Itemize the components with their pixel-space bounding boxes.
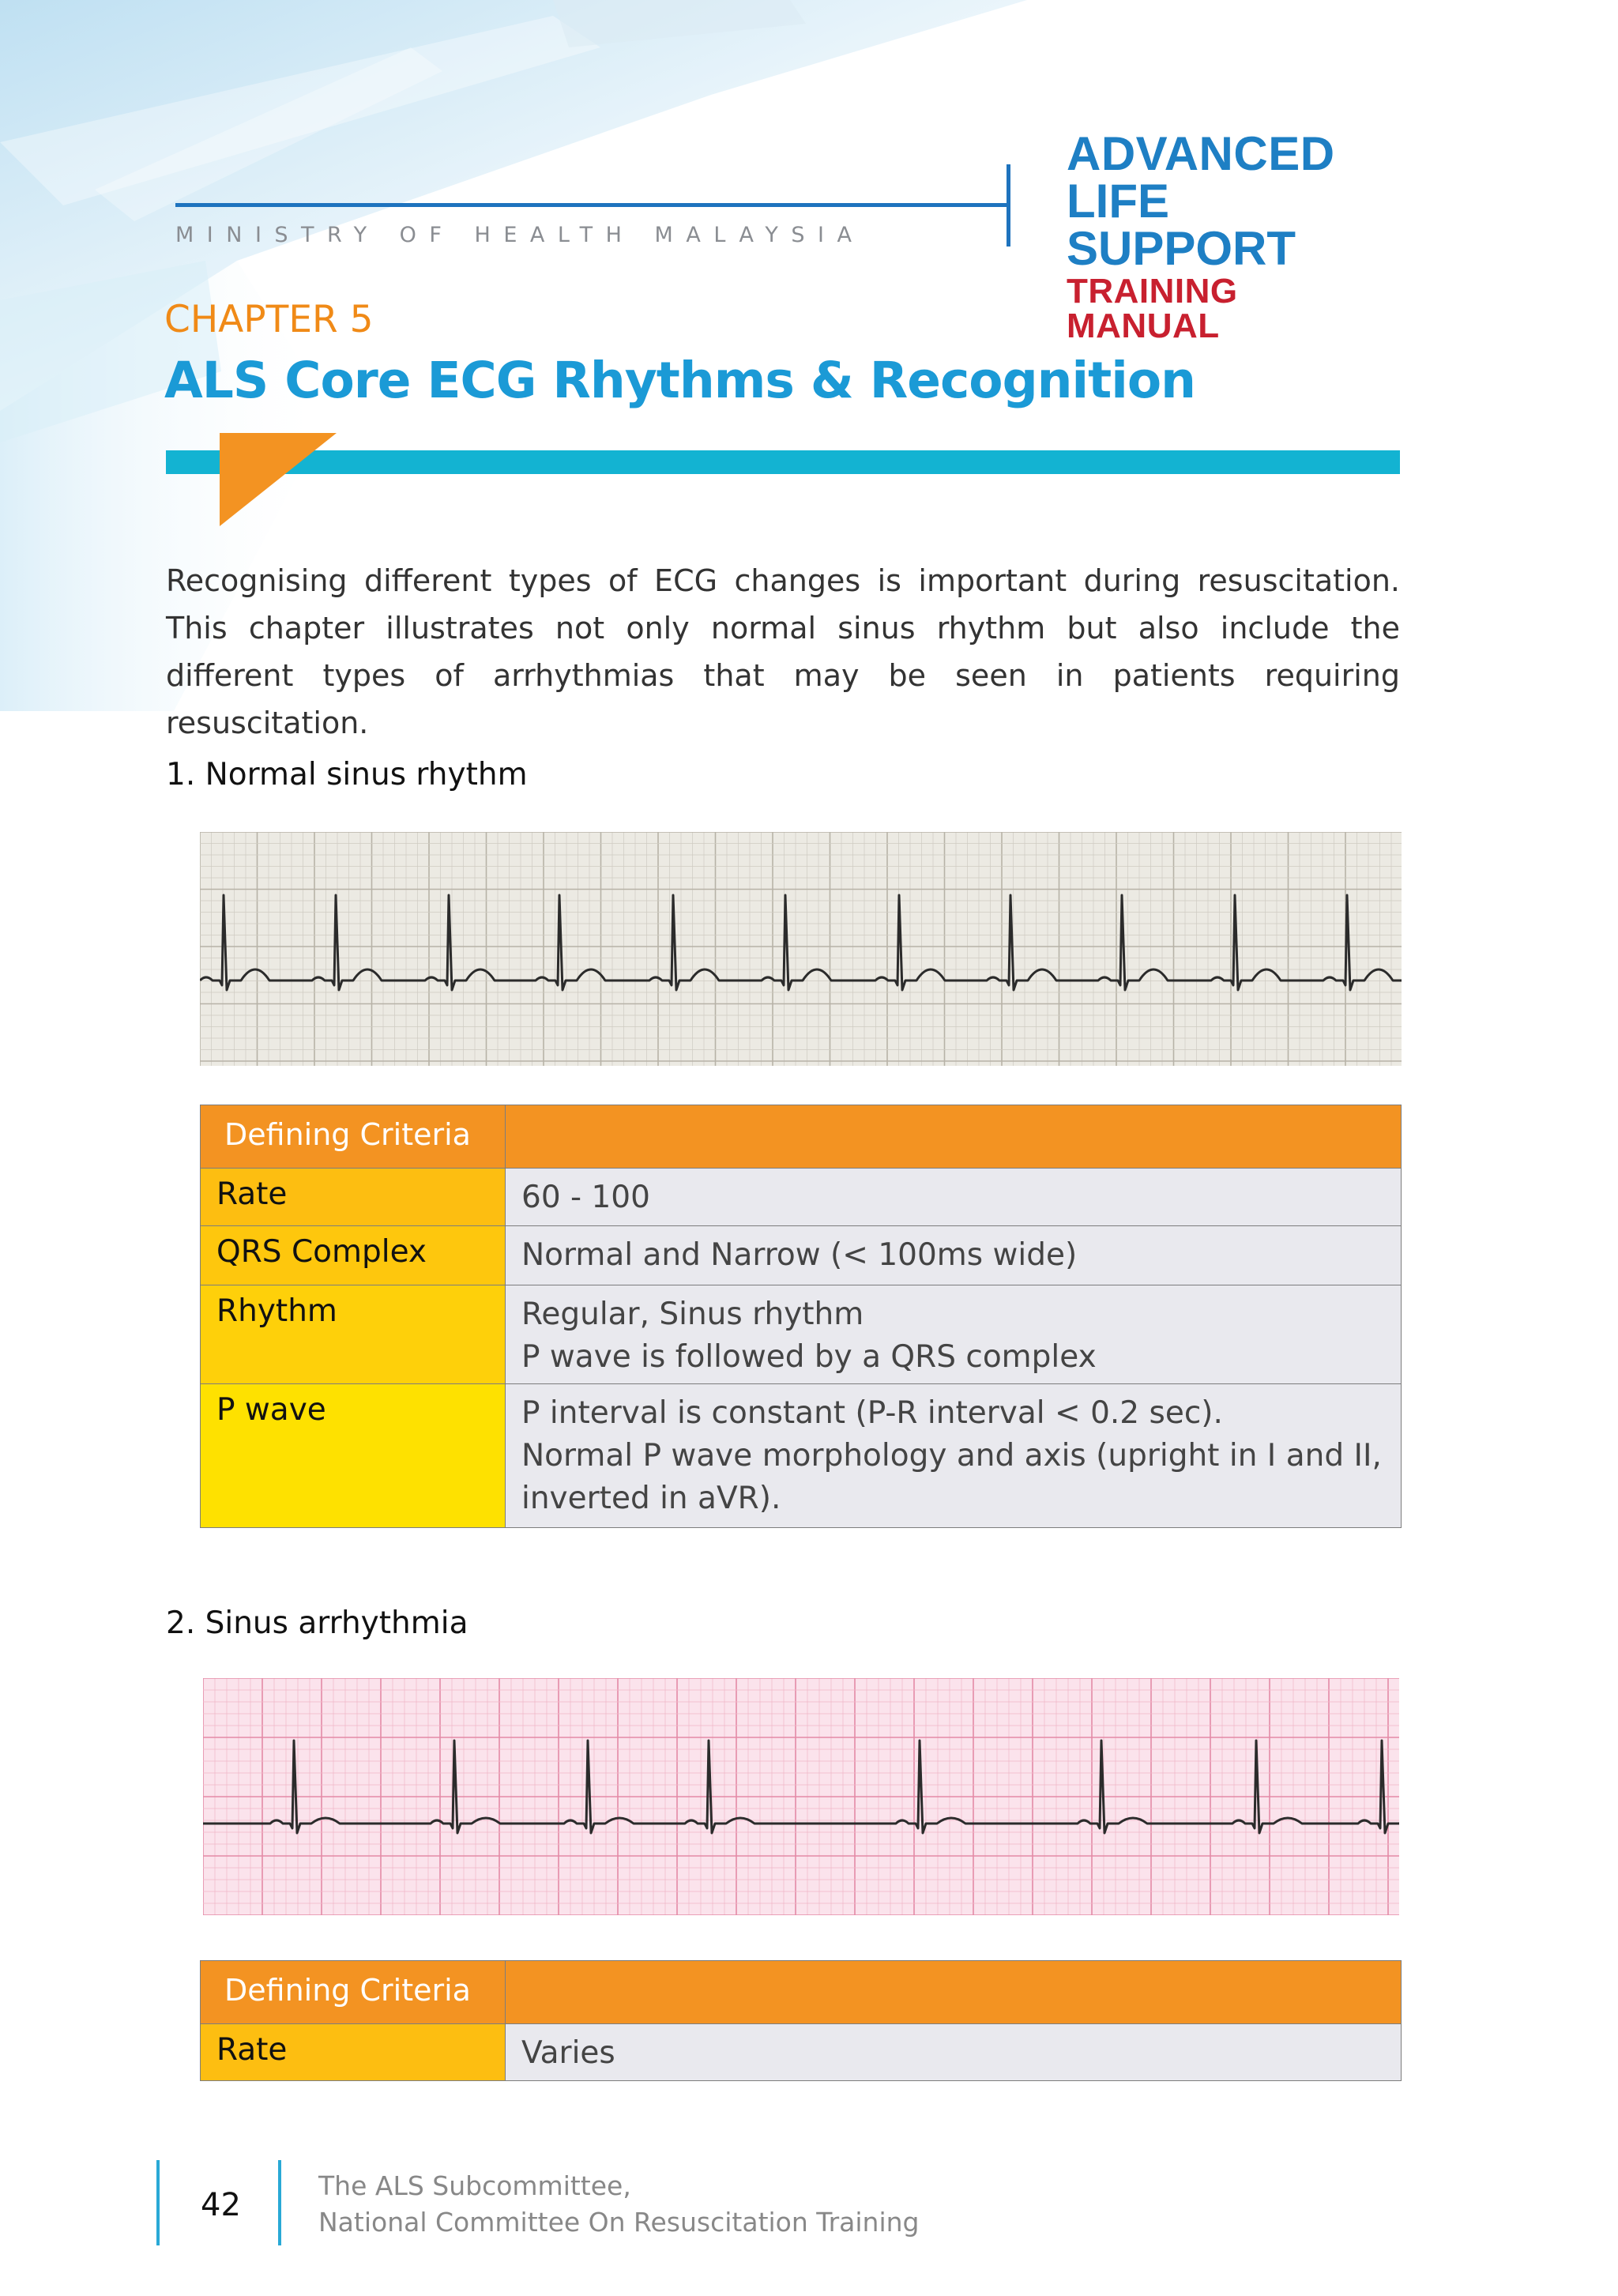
section-heading-normal-sinus: 1. Normal sinus rhythm (166, 757, 528, 792)
footer-rule-right (278, 2160, 281, 2245)
value-line: Varies (521, 2035, 615, 2071)
footer-credit (318, 2168, 919, 2241)
criteria-key-qrs: QRS Complex (201, 1226, 506, 1285)
value-line: P interval is constant (P-R interval < 0.2 sec). (521, 1395, 1223, 1431)
footer-rule-left (156, 2160, 160, 2245)
value-line: Regular, Sinus rhythm (521, 1297, 864, 1332)
header-rule (175, 203, 1008, 207)
footer-line-2: National Committee On Resuscitation Training (318, 2207, 920, 2238)
value-line: P wave is followed by a QRS complex (521, 1339, 1097, 1375)
criteria-header-blank (506, 1961, 1402, 2024)
section-heading-sinus-arrhythmia: 2. Sinus arrhythmia (166, 1605, 468, 1641)
criteria-key-rate: Rate (201, 2024, 506, 2081)
ministry-label: MINISTRY OF HEALTH MALAYSIA (175, 223, 865, 247)
criteria-key-rate: Rate (201, 1169, 506, 1226)
criteria-table-sinus-arrhythmia (200, 1960, 1402, 2081)
header-divider (1007, 164, 1010, 247)
criteria-table-normal-sinus (200, 1105, 1402, 1528)
criteria-value-rate (506, 2024, 1402, 2081)
criteria-key-p-wave: P wave (201, 1384, 506, 1528)
criteria-header: Defining Criteria (201, 1961, 506, 2024)
criteria-value-rate (506, 1169, 1402, 1226)
intro-paragraph: Recognising different types of ECG changes is important during resuscitation. This chapter illustrates not only normal sinus rhythm but also include the different types of arrhythmias that may be seen in patients requiring resuscitation. (166, 563, 1400, 740)
criteria-header-blank (506, 1105, 1402, 1169)
criteria-value-p-wave (506, 1384, 1402, 1528)
criteria-key-rhythm: Rhythm (201, 1285, 506, 1384)
orange-triangle-icon (220, 433, 338, 529)
brand-line-1: ADVANCED (1067, 127, 1335, 180)
ecg-strip-normal-sinus (200, 832, 1402, 1066)
value-line: 60 - 100 (521, 1180, 650, 1215)
ecg-paper (200, 832, 1402, 1066)
brand-line-3: TRAINING MANUAL (1067, 272, 1238, 345)
criteria-header: Defining Criteria (201, 1105, 506, 1169)
title-accent-bar (166, 450, 1400, 474)
criteria-value-qrs (506, 1226, 1402, 1285)
ecg-grid (203, 1678, 1399, 1915)
value-line: Normal and Narrow (< 100ms wide) (521, 1237, 1078, 1273)
page-number: 42 (201, 2187, 241, 2223)
brand-logo (1067, 127, 1398, 345)
ecg-strip-sinus-arrhythmia (203, 1678, 1399, 1915)
value-line: inverted in aVR). (521, 1481, 781, 1516)
criteria-value-rhythm (506, 1285, 1402, 1384)
chapter-title: ALS Core ECG Rhythms & Recognition (164, 352, 1195, 409)
value-line: Normal P wave morphology and axis (upright in I and II, (521, 1438, 1382, 1474)
chapter-number: CHAPTER 5 (164, 298, 374, 341)
brand-line-2: LIFE SUPPORT (1067, 175, 1296, 275)
footer-line-1: The ALS Subcommittee, (318, 2170, 631, 2201)
